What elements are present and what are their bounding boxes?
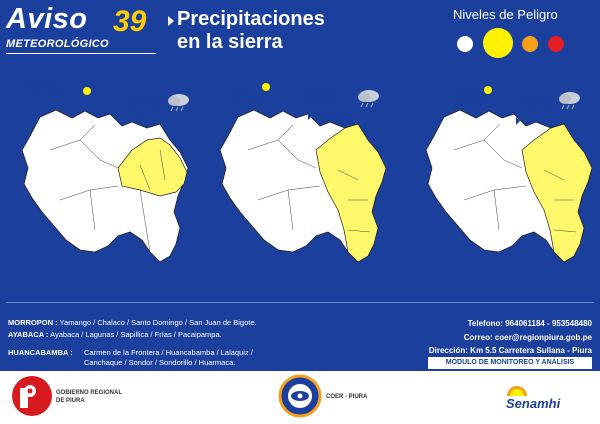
contact-correo: Correo: coer@regionpiura.gob.pe bbox=[463, 333, 592, 342]
accum-line-2: lluvia moderada bbox=[125, 102, 169, 108]
title-line-1: Precipitaciones bbox=[177, 8, 325, 30]
title-line-2: en la sierra bbox=[177, 31, 283, 53]
gob-line-2: DE PIURA bbox=[56, 398, 85, 404]
day-martes-name: Martes bbox=[455, 86, 480, 95]
day-domingo-value: 30 mm/día bbox=[135, 110, 174, 125]
day-martes-date: 02 Marzo bbox=[455, 96, 489, 105]
day-domingo-name: Domingo bbox=[28, 80, 61, 89]
day-domingo-label bbox=[28, 80, 67, 100]
contact-telefono: Telefono: 964061184 - 953548480 bbox=[467, 319, 592, 328]
province-districts: Yamango / Chalaco / Santo Domingo / San Juan de Bigote. bbox=[59, 318, 257, 327]
map-domingo bbox=[22, 110, 188, 262]
province-morropon bbox=[8, 318, 257, 328]
districts-line-2: Canchaque / Sondor / Sondorillo / Huarmaca. bbox=[84, 358, 236, 367]
accum-line-1: Acumulados bbox=[303, 90, 337, 96]
sun-icon bbox=[262, 83, 270, 91]
sun-icon bbox=[484, 86, 492, 94]
day-lunes-value: 25 mm/día bbox=[315, 106, 354, 121]
aviso-label: Aviso bbox=[6, 3, 88, 35]
gobierno-regional-text bbox=[56, 389, 122, 405]
day-martes-value: 25 mm/día bbox=[523, 111, 562, 126]
rain-cloud-icon bbox=[557, 90, 583, 110]
province-name: HUANCABAMBA : bbox=[8, 348, 73, 357]
senamhi-sun-icon bbox=[504, 378, 530, 398]
map-martes bbox=[426, 110, 592, 262]
districts-line-1: Carmen de la Frontera / Huancabamba / Lalaquiz / bbox=[84, 348, 253, 357]
gobierno-regional-logo bbox=[10, 374, 52, 418]
modulo-banner: MÓDULO DE MONITOREO Y ANÁLISIS bbox=[428, 357, 592, 369]
value-arrow-icon bbox=[128, 116, 132, 124]
niveles-title: Niveles de Peligro bbox=[453, 7, 558, 22]
value-arrow-icon bbox=[516, 117, 520, 125]
rain-cloud-icon bbox=[166, 92, 192, 112]
aviso-number: 39 bbox=[113, 5, 147, 38]
province-ayabaca bbox=[8, 330, 222, 340]
province-name: MORROPON : bbox=[8, 318, 58, 327]
coer-text: COER - PIURA bbox=[326, 394, 368, 400]
day-lunes-accum bbox=[290, 90, 350, 104]
sun-icon bbox=[83, 87, 91, 95]
accum-line-2: próximos a bbox=[305, 97, 335, 103]
map-lunes bbox=[220, 110, 386, 262]
accum-line-1: Acumulados de bbox=[126, 95, 168, 101]
day-lunes-label bbox=[232, 84, 265, 104]
accum-line-1: Acumulados bbox=[521, 96, 555, 102]
meteorologico-label: METEOROLÓGICO bbox=[6, 38, 109, 50]
province-huancabamba bbox=[8, 348, 73, 358]
accum-line-2: superiores a bbox=[521, 103, 555, 109]
coer-logo bbox=[278, 374, 322, 418]
rain-cloud-icon bbox=[356, 88, 382, 108]
day-lunes-name: Lunes bbox=[232, 84, 254, 93]
senamhi-logo: Senamhi bbox=[506, 396, 561, 411]
divider bbox=[6, 302, 594, 303]
day-lunes-date: 01 Marzo bbox=[232, 94, 266, 103]
province-name: AYABACA : bbox=[8, 330, 49, 339]
value-arrow-icon bbox=[308, 112, 312, 120]
gob-line-1: GOBIERNO REGIONAL bbox=[56, 390, 123, 396]
province-huancabamba-districts bbox=[84, 348, 253, 368]
contact-direccion: Dirección: Km 5.5 Carretera Sullana - Piura bbox=[428, 346, 592, 355]
province-districts: Ayabaca / Lagunas / Sapillica / Frías / Pacaipampa. bbox=[50, 330, 222, 339]
day-domingo-date: 28 Febrero bbox=[28, 90, 68, 99]
